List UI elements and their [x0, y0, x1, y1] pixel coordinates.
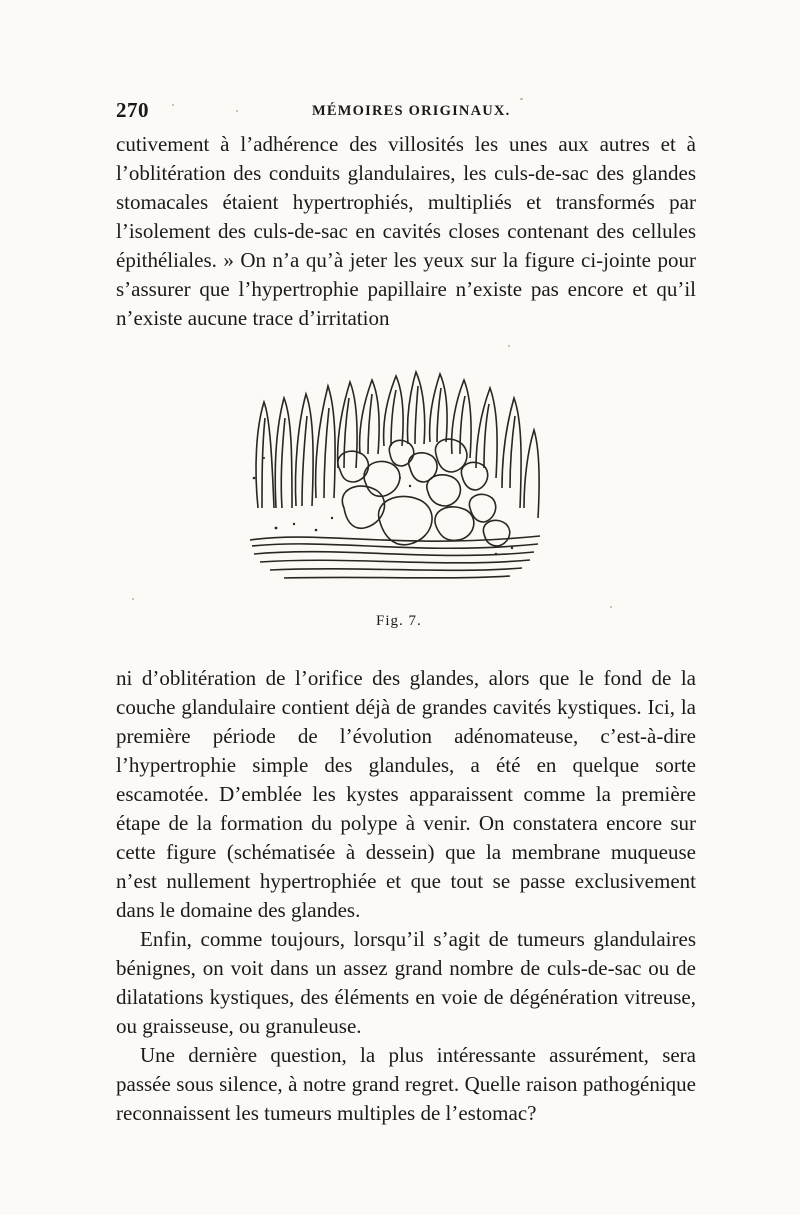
print-speck	[520, 98, 523, 100]
print-speck	[172, 104, 174, 106]
paragraph-continued: cutivement à l’adhérence des villosités les unes aux autres et à l’oblitération des conduits glandulaires, les culs-de-sac des glandes stomacales étaient hypertrophiés, multipliés et transformés par l’isolement des culs-de-sac en cavités closes contenant des cellules épithéliales. » On n’a qu’à jeter les yeux sur la figure ci-jointe pour s’assurer que l’hypertrophie papillaire n’existe pas encore et qu’il n’existe aucune trace d’irritation	[116, 132, 696, 330]
print-speck	[132, 598, 134, 600]
body-text-bottom	[116, 664, 696, 1128]
print-speck	[508, 345, 510, 347]
paragraph: ni d’oblitération de l’orifice des glandes, alors que le fond de la couche glandulaire contient déjà de grandes cavités kystiques. Ici, la première période de l’évolution adénomateuse, c’est-à-dire l’hypertrophie simple des glandules, a été en quelque sorte escamotée. D’emblée les kystes apparaissent comme la première étape de la formation du polype à venir. On constatera encore sur cette figure (schématisée à dessein) que la membrane muqueuse n’est nullement hypertrophiée et que tout se passe exclusivement dans le domaine des glandes.	[116, 666, 696, 922]
page-header	[116, 98, 696, 124]
figure-caption: Fig. 7.	[376, 613, 422, 629]
body-text-top	[116, 130, 696, 333]
histology-glands-illustration	[240, 358, 550, 606]
paragraph: Une dernière question, la plus intéressante assurément, sera passée sous silence, à notre grand regret. Quelle raison pathogénique reconnaissent les tumeurs multiples de l’estomac?	[116, 1043, 696, 1125]
paragraph: Enfin, comme toujours, lorsqu’il s’agit de tumeurs glandulaires bénignes, on voit dans un assez grand nombre de culs-de-sac ou de dilatations kystiques, des éléments en voie de dégénération vitreuse, ou graisseuse, ou granuleuse.	[116, 927, 696, 1038]
page-number: 270	[116, 98, 149, 122]
running-title: MÉMOIRES ORIGINAUX.	[312, 103, 511, 119]
print-speck	[236, 110, 238, 112]
print-speck	[610, 606, 612, 608]
figure-7	[240, 358, 550, 606]
